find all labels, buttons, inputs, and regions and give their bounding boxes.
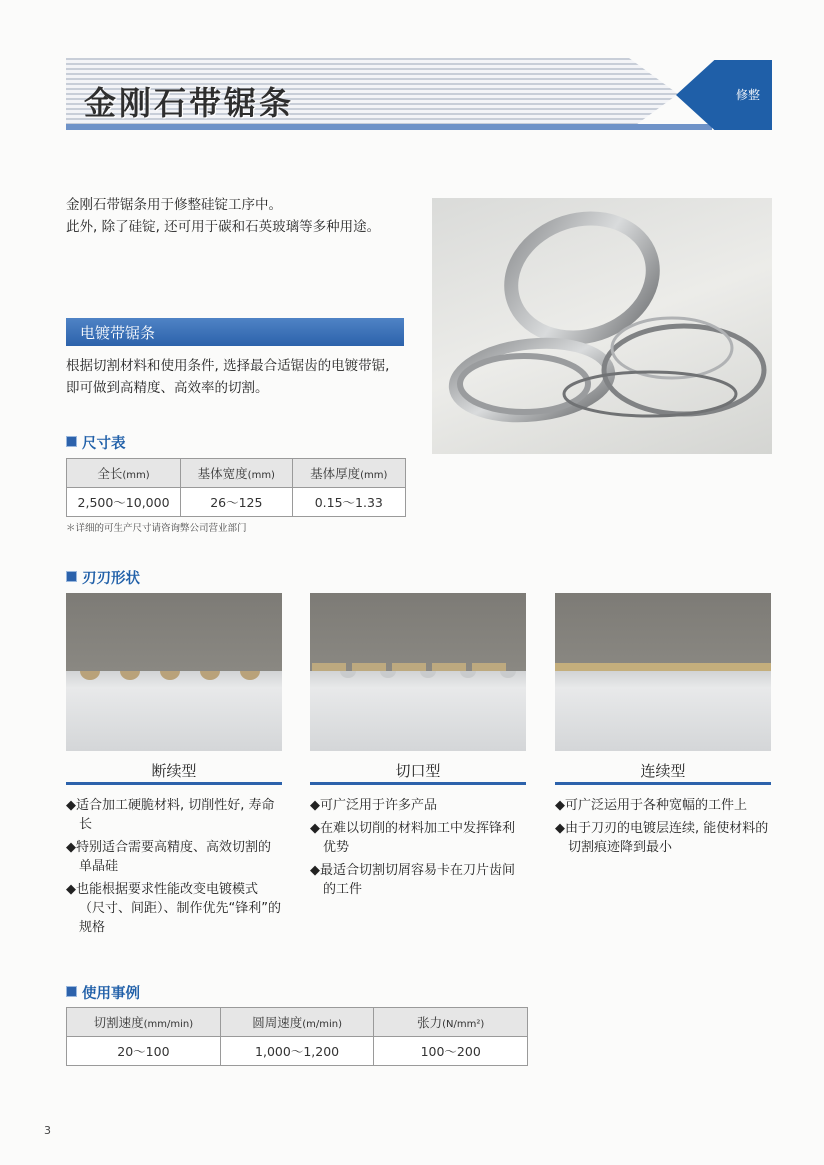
usage-cell-tension: 100～200 [374,1037,528,1066]
size-cell-thickness: 0.15～1.33 [292,488,405,517]
blade-shape-heading: 刃刃形状 [66,567,140,588]
list-item: ◆适合加工硬脆材料, 切削性好, 寿命长 [66,798,275,832]
size-header-length: 全长(mm) [67,459,181,488]
blade-type-underline [310,782,526,785]
header-underline [66,124,712,130]
square-bullet-icon [66,571,77,582]
square-bullet-icon [66,986,77,997]
size-cell-length: 2,500～10,000 [67,488,181,517]
intro-line-2: 此外, 除了硅锭, 还可用于碳和石英玻璃等多种用途。 [66,219,381,235]
blade-type-underline [555,782,771,785]
page-number: 3 [44,1124,51,1137]
product-photo [432,198,772,454]
list-item: ◆由于刀刃的电镀层连续, 能使材料的切割痕迹降到最小 [555,821,769,855]
size-header-thickness: 基体厚度(mm) [292,459,405,488]
list-item: ◆在难以切削的材料加工中发挥锋利优势 [310,821,515,855]
size-table-heading: 尺寸表 [66,432,126,453]
intro-line-1: 金刚石带锯条用于修整硅锭工序中。 [66,197,282,213]
page-title: 金刚石带锯条 [84,84,295,122]
list-item: ◆可广泛运用于各种宽幅的工件上 [555,798,747,813]
blade-type-name: 连续型 [640,762,686,780]
blade-type-bullets [66,796,282,941]
blade-type-name: 切口型 [395,762,441,780]
blade-type-name: 断续型 [151,762,197,780]
size-table [66,458,406,517]
usage-header-tension: 张力(N/mm²) [374,1008,528,1037]
usage-cell-cut-speed: 20～100 [67,1037,221,1066]
blade-type-bullets [555,796,771,861]
usage-header-peripheral-speed: 圆周速度(m/min) [220,1008,374,1037]
usage-heading: 使用事例 [66,982,140,1003]
blade-image-interrupted [66,593,282,751]
blade-type-bullets [310,796,526,903]
size-cell-width: 26～125 [181,488,292,517]
usage-table [66,1007,528,1066]
blade-type-underline [66,782,282,785]
list-item: ◆特别适合需要高精度、高效切割的单晶硅 [66,840,271,874]
size-note: ＊详细的可生产尺寸请咨询弊公司营业部门 [66,523,247,534]
square-bullet-icon [66,436,77,447]
usage-header-cut-speed: 切割速度(mm/min) [67,1008,221,1037]
section-desc-line-2: 即可做到高精度、高效率的切割。 [66,380,269,396]
usage-cell-peripheral-speed: 1,000～1,200 [220,1037,374,1066]
category-tab-label: 修整 [736,88,761,102]
list-item: ◆可广泛用于许多产品 [310,798,437,813]
list-item: ◆最适合切割切屑容易卡在刀片齿间的工件 [310,863,515,897]
size-header-width: 基体宽度(mm) [181,459,292,488]
section-title: 电镀带锯条 [80,324,156,342]
section-desc-line-1: 根据切割材料和使用条件, 选择最合适锯齿的电镀带锯, [66,358,390,374]
blade-image-continuous [555,593,771,751]
blade-image-notched [310,593,526,751]
list-item: ◆也能根据要求性能改变电镀模式（尺寸、间距）、制作优先“锋利”的规格 [66,882,281,935]
